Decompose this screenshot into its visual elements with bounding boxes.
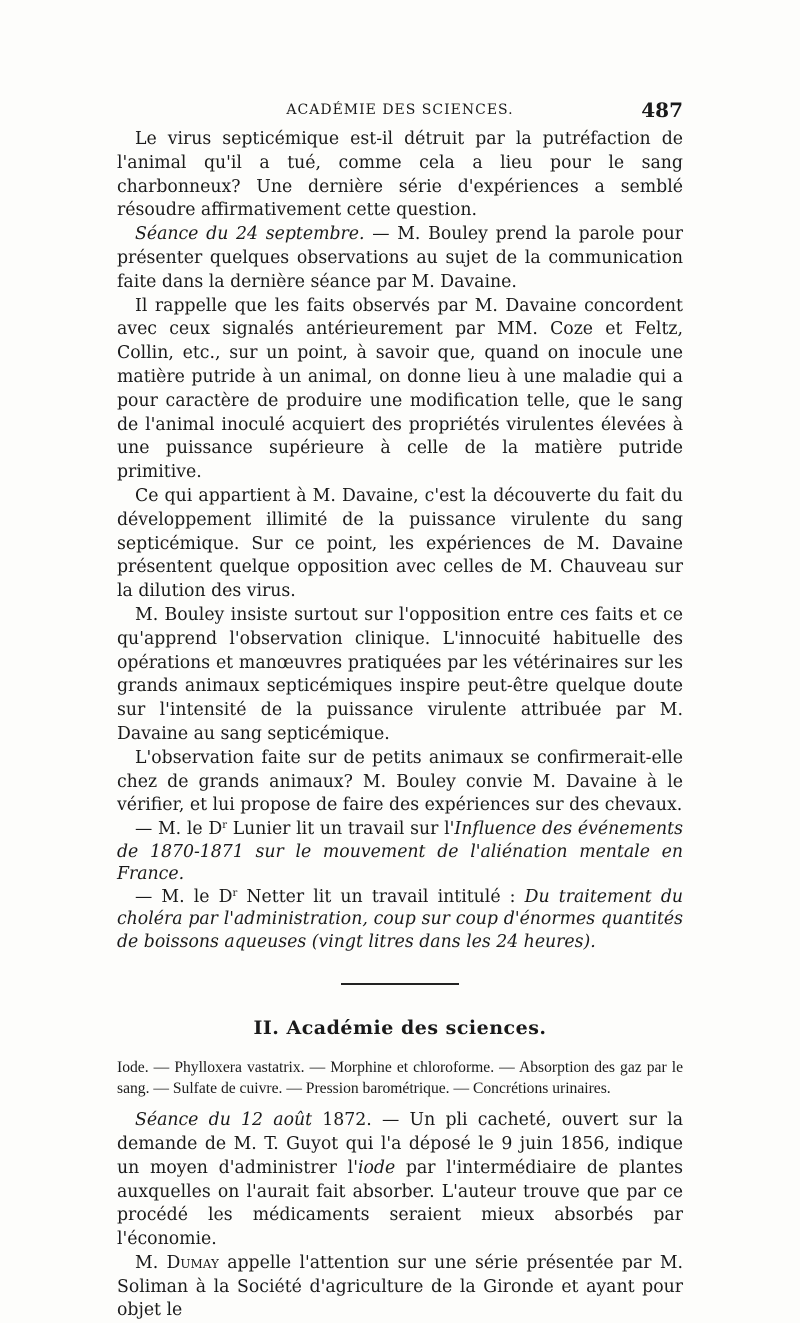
section-divider: [341, 983, 459, 985]
paragraph-text: M.: [135, 1252, 167, 1273]
paragraph-text: — M. le D: [135, 819, 223, 840]
paragraph-netter: [117, 886, 683, 954]
paragraph-text: — M. le D: [135, 886, 233, 907]
paragraph-lunier: [117, 818, 683, 886]
paragraph-bouley-insiste: M. Bouley insiste surtout sur l'opposition entre ces faits et ce qu'apprend l'observation clinique. L'innocuité habituelle des opérations et manœuvres pratiquées par les vétérinaires sur les grands animaux septicémiques inspire peut-être quelque doute sur l'intensité de la puissance virulente attribuée par M. Davaine au sang septicémique.: [117, 604, 683, 744]
work-title: Du traitement du choléra par l'administration, coup sur coup d'énormes quantités de boissons aqueuses (vingt litres dans les 24 heures).: [117, 886, 684, 952]
seance-date: Séance du 12 août: [135, 1110, 313, 1131]
paragraph-dumay: [117, 1252, 683, 1323]
paragraph-text: appelle l'attention sur une série présentée par M. Soliman à la Société d'agriculture de la Gironde et ayant pour objet le: [117, 1252, 684, 1321]
paragraph-davaine: Ce qui appartient à M. Davaine, c'est la découverte du fait du développement illimité de la puissance virulente du sang septicémique. Sur ce point, les expériences de M. Davaine présentent quelque opposition avec celles de M. Chauveau sur la dilution des virus.: [117, 485, 683, 602]
page-body: [117, 128, 683, 1323]
superscript: r: [222, 820, 227, 832]
page-number: 487: [641, 98, 683, 122]
paragraph-seance-24-septembre: [117, 223, 683, 294]
author-name: Dumay: [166, 1252, 219, 1273]
paragraph-text: Lunier lit un travail sur l': [226, 819, 455, 840]
paragraph-text: 1872. — Un pli cacheté, ouvert sur la demande de M. T. Guyot qui l'a déposé le 9 juin 1856, indique un moyen d'administrer l': [117, 1110, 683, 1178]
paragraph-text: Netter lit un travail intitulé :: [237, 886, 525, 907]
paragraph-seance-12-aout: [117, 1109, 683, 1252]
work-title: Influence des événements de 1870-1871 sur le mouvement de l'aliénation mentale en France.: [117, 819, 683, 885]
paragraph-putrefaction: Le virus septicémique est-il détruit par la putréfaction de l'animal qu'il a tué, comme cela a lieu pour le sang charbonneux? Une dernière série d'expériences a semblé résoudre affirmativement cette question.: [117, 129, 683, 221]
paragraph-observation: L'observation faite sur de petits animaux se confirmerait-elle chez de grands animaux? M. Bouley convie M. Davaine à le vérifier, et lui propose de faire des expériences sur des chevaux.: [117, 747, 683, 816]
paragraph-text: — M. Bouley prend la parole pour présenter quelques observations au sujet de la communication faite dans la dernière séance par M. Davaine.: [117, 224, 683, 292]
page-header: [117, 98, 683, 122]
superscript: r: [232, 887, 238, 899]
running-title: ACADÉMIE DES SCIENCES.: [286, 102, 514, 118]
seance-date: Séance du 24 septembre.: [135, 224, 365, 245]
paragraph-text: par l'intermédiaire de plantes auxquelles on l'aurait fait absorber. L'auteur trouve que par ce procédé les médicaments seraient mieux absorbés par l'économie.: [117, 1157, 683, 1250]
iode-term: iode: [357, 1157, 396, 1178]
section-title: II. Académie des sciences.: [253, 1017, 547, 1040]
paragraph-rappelle: Il rappelle que les faits observés par M. Davaine concordent avec ceux signalés antérieurement par MM. Coze et Feltz, Collin, etc., sur un point, à savoir que, quand on inocule une matière putride à un animal, on donne lieu à une maladie qui a pour caractère de produire une modification telle, que le sang de l'animal inoculé acquiert des propriétés virulentes élevées à une puissance supérieure à celle de la matière putride primitive.: [117, 295, 683, 483]
section-summary: Iode. — Phylloxera vastatrix. — Morphine et chloroforme. — Absorption des gaz par le sang. — Sulfate de cuivre. — Pression barométrique. — Concrétions urinaires.: [117, 1059, 683, 1098]
